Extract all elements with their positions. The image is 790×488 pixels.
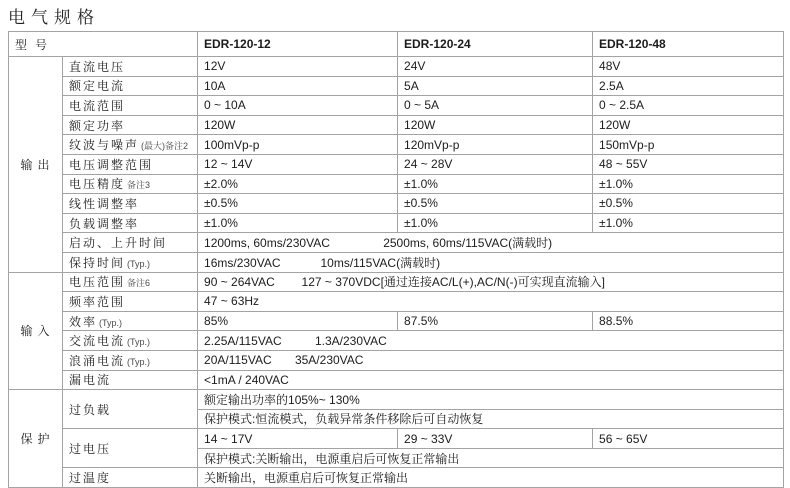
row-label [63,174,198,194]
value-cell-span: 1200ms, 60ms/230VAC 2500ms, 60ms/115VAC(满载时) [198,233,784,253]
table-row [9,350,784,370]
row-label-note: 备注6 [127,278,151,289]
value-cell: 120mVp-p [398,135,593,155]
table-row [9,115,784,135]
spec-table [8,31,784,488]
row-label [63,154,198,174]
value-cell: 0 ~ 2.5A [593,96,784,116]
value-cell-span: 关断输出，电源重启后可恢复正常输出 [198,468,784,488]
row-label [63,57,198,77]
value-cell-span: 47 ~ 63Hz [198,292,784,312]
row-label-text: 过温度 [69,471,112,486]
row-label-text: 过电压 [69,441,112,456]
model-column-label: 型号 [9,32,198,57]
table-row [9,96,784,116]
row-label-note: (Typ.) [127,356,151,367]
value-cell: ±2.0% [198,174,398,194]
row-label-text: 效率 [69,314,98,329]
row-label-text: 额定功率 [69,118,126,133]
row-label-text: 电压范围 [69,275,126,290]
table-row [9,272,784,292]
value-cell: ±0.5% [398,194,593,214]
value-cell-span: 额定输出功率的105%~ 130% [198,390,784,410]
value-cell: 12V [198,57,398,77]
row-label [63,468,198,488]
row-label [63,252,198,272]
value-cell: 24V [398,57,593,77]
table-row [9,390,784,410]
row-label-text: 保持时间 [69,255,126,270]
table-row [9,233,784,253]
row-label-text: 电压精度 [69,177,126,192]
row-label-note: (Typ.) [127,337,151,348]
value-cell: 10A [198,76,398,96]
value-cell: 88.5% [593,311,784,331]
row-label-note: (Typ.) [127,258,151,269]
value-cell-span: 保护模式:关断输出，电源重启后可恢复正常输出 [198,448,784,468]
row-label-text: 过负载 [69,402,112,417]
value-cell: 48V [593,57,784,77]
table-row [9,154,784,174]
header-row [9,32,784,57]
row-label [63,76,198,96]
value-cell: 87.5% [398,311,593,331]
value-cell: 85% [198,311,398,331]
row-label [63,194,198,214]
section-label: 输出 [9,57,63,273]
row-label-text: 漏电流 [69,373,112,388]
table-row [9,429,784,449]
table-row [9,135,784,155]
row-label [63,370,198,390]
value-cell: 12 ~ 14V [198,154,398,174]
row-label-text: 电压调整范围 [69,157,154,172]
row-label-note: 备注3 [127,180,151,191]
value-cell: 14 ~ 17V [198,429,398,449]
table-row [9,57,784,77]
table-row [9,292,784,312]
table-row [9,213,784,233]
value-cell-span: 16ms/230VAC 10ms/115VAC(满载时) [198,252,784,272]
model-name-edr-120-48: EDR-120-48 [593,32,784,57]
row-label-text: 交流电流 [69,334,126,349]
row-label-text: 纹波与噪声 [69,138,140,153]
value-cell-span: 保护模式:恒流模式，负载异常条件移除后可自动恢复 [198,409,784,429]
row-label-text: 频率范围 [69,294,126,309]
value-cell: 120W [398,115,593,135]
row-label-text: 线性调整率 [69,196,140,211]
value-cell: 48 ~ 55V [593,154,784,174]
value-cell: 120W [198,115,398,135]
value-cell: 0 ~ 5A [398,96,593,116]
table-row [9,252,784,272]
value-cell: 29 ~ 33V [398,429,593,449]
table-row [9,194,784,214]
row-label-text: 启动、上升时间 [69,236,168,251]
model-name-edr-120-12: EDR-120-12 [198,32,398,57]
row-label-text: 浪涌电流 [69,353,126,368]
row-label [63,292,198,312]
value-cell: 100mVp-p [198,135,398,155]
table-row [9,370,784,390]
row-label [63,331,198,351]
row-label [63,429,198,468]
row-label [63,135,198,155]
value-cell: 0 ~ 10A [198,96,398,116]
row-label [63,390,198,429]
value-cell: ±1.0% [198,213,398,233]
row-label-note: (Typ.) [99,317,123,328]
row-label-text: 额定电流 [69,79,126,94]
value-cell: ±1.0% [398,213,593,233]
row-label [63,233,198,253]
page-title: 电气规格 [8,8,100,27]
value-cell: 24 ~ 28V [398,154,593,174]
value-cell: ±0.5% [593,194,784,214]
value-cell-span: <1mA / 240VAC [198,370,784,390]
row-label [63,213,198,233]
table-row [9,468,784,488]
value-cell: 5A [398,76,593,96]
row-label [63,350,198,370]
model-name-edr-120-24: EDR-120-24 [398,32,593,57]
row-label-note: (最大)备注2 [141,141,189,152]
value-cell: 2.5A [593,76,784,96]
row-label-text: 直流电压 [69,59,126,74]
section-label: 输入 [9,272,63,390]
row-label [63,272,198,292]
value-cell: ±1.0% [398,174,593,194]
value-cell: 56 ~ 65V [593,429,784,449]
row-label-text: 负载调整率 [69,216,140,231]
value-cell-span: 90 ~ 264VAC 127 ~ 370VDC[通过连接AC/L(+),AC/N(-)可实现直流输入] [198,272,784,292]
value-cell: ±1.0% [593,213,784,233]
table-row [9,331,784,351]
table-row [9,76,784,96]
value-cell: ±0.5% [198,194,398,214]
value-cell: ±1.0% [593,174,784,194]
value-cell: 150mVp-p [593,135,784,155]
row-label [63,96,198,116]
row-label-text: 电流范围 [69,98,126,113]
table-row [9,174,784,194]
value-cell-span: 20A/115VAC 35A/230VAC [198,350,784,370]
row-label [63,115,198,135]
value-cell-span: 2.25A/115VAC 1.3A/230VAC [198,331,784,351]
table-row [9,311,784,331]
value-cell: 120W [593,115,784,135]
section-label: 保护 [9,390,63,488]
row-label [63,311,198,331]
